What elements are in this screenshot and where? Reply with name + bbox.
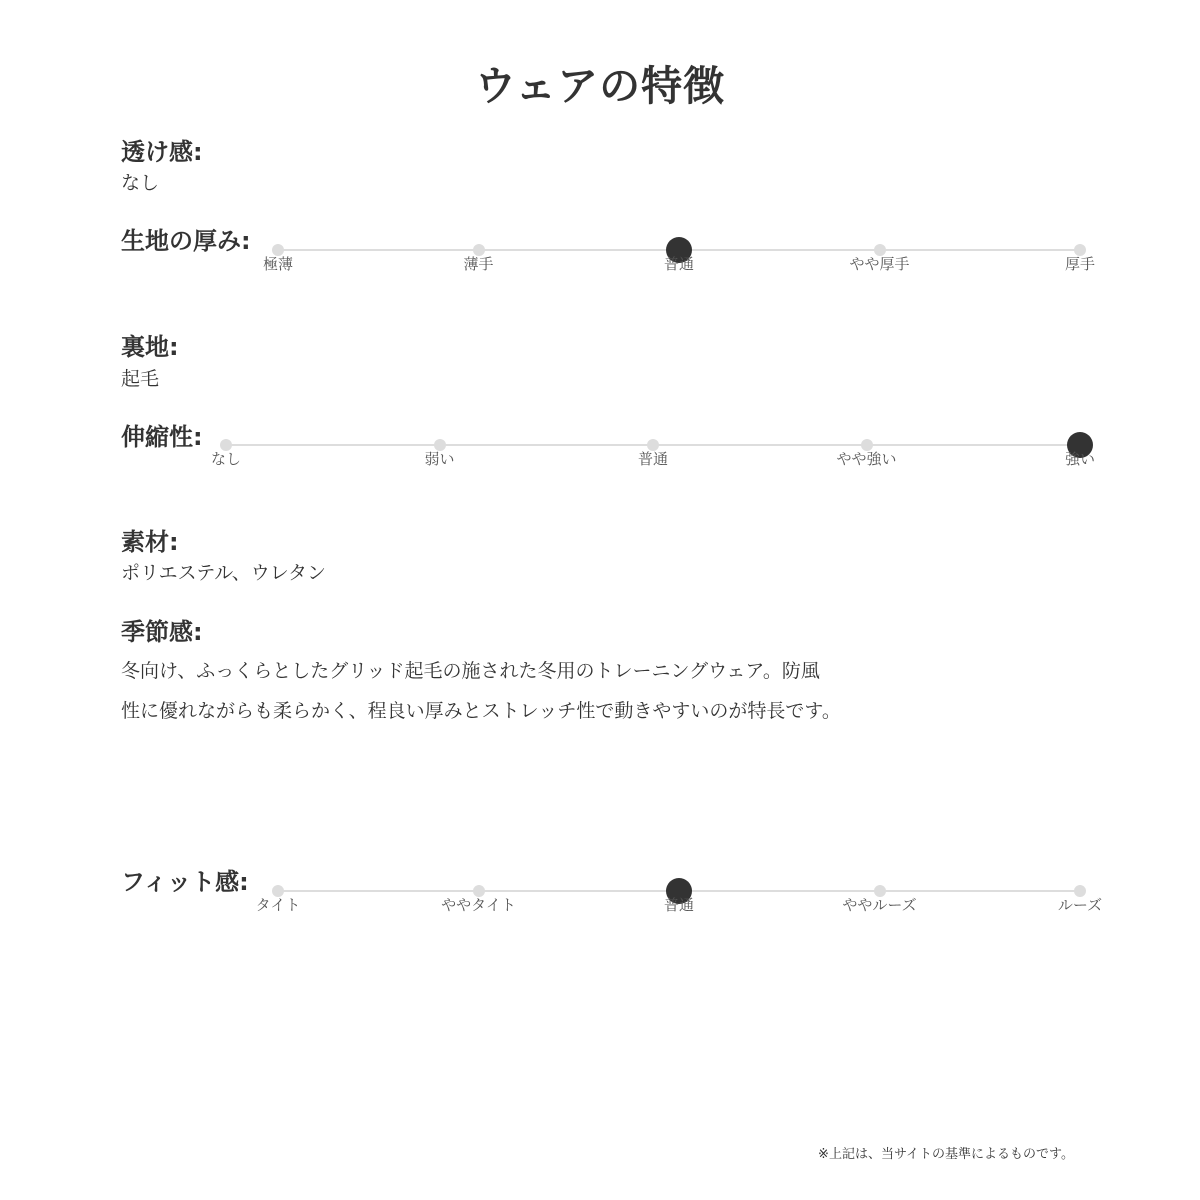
scale-option-label: 強い (1064, 450, 1095, 468)
season-description-line: 性に優れながらも柔らかく、程良い厚みとストレッチ性で動きやすいのが特長です。 (121, 700, 841, 722)
stretch-scale (210, 436, 1095, 480)
footnote: ※上記は、当サイトの基準によるものです。 (818, 1147, 1074, 1162)
scale-option-label: 普通 (663, 255, 694, 273)
scale-option-label: タイト (255, 896, 301, 914)
page-title: ウェアの特徴 (474, 62, 726, 110)
season-label: 季節感: (121, 618, 203, 646)
transparency-value: なし (121, 172, 160, 194)
scale-option-label: ルーズ (1057, 896, 1103, 914)
scale-option-label: ややルーズ (842, 896, 917, 914)
thickness-label: 生地の厚み: (121, 227, 251, 255)
scale-option-label: ややタイト (441, 896, 516, 914)
season-description (121, 651, 841, 731)
lining-value: 起毛 (121, 368, 160, 390)
lining-label: 裏地: (121, 333, 179, 361)
scale-option-label: 極薄 (262, 255, 293, 273)
scale-option-label: やや厚手 (849, 255, 910, 273)
thickness-scale (262, 241, 1095, 285)
scale-option-label: 弱い (424, 450, 455, 468)
scale-option-label: 普通 (637, 450, 668, 468)
scale-option-label: なし (210, 450, 241, 468)
scale-option-label: やや強い (836, 450, 897, 468)
scale-option-label: 厚手 (1064, 255, 1095, 273)
fit-label: フィット感: (121, 868, 249, 896)
scale-option-label: 薄手 (463, 255, 494, 273)
material-label: 素材: (121, 528, 179, 556)
material-value: ポリエステル、ウレタン (121, 562, 327, 584)
fit-scale (255, 882, 1103, 926)
season-description-line: 冬向け、ふっくらとしたグリッド起毛の施された冬用のトレーニングウェア。防風 (121, 660, 820, 682)
scale-option-label: 普通 (663, 896, 694, 914)
transparency-label: 透け感: (121, 138, 203, 166)
stretch-label: 伸縮性: (121, 423, 203, 451)
